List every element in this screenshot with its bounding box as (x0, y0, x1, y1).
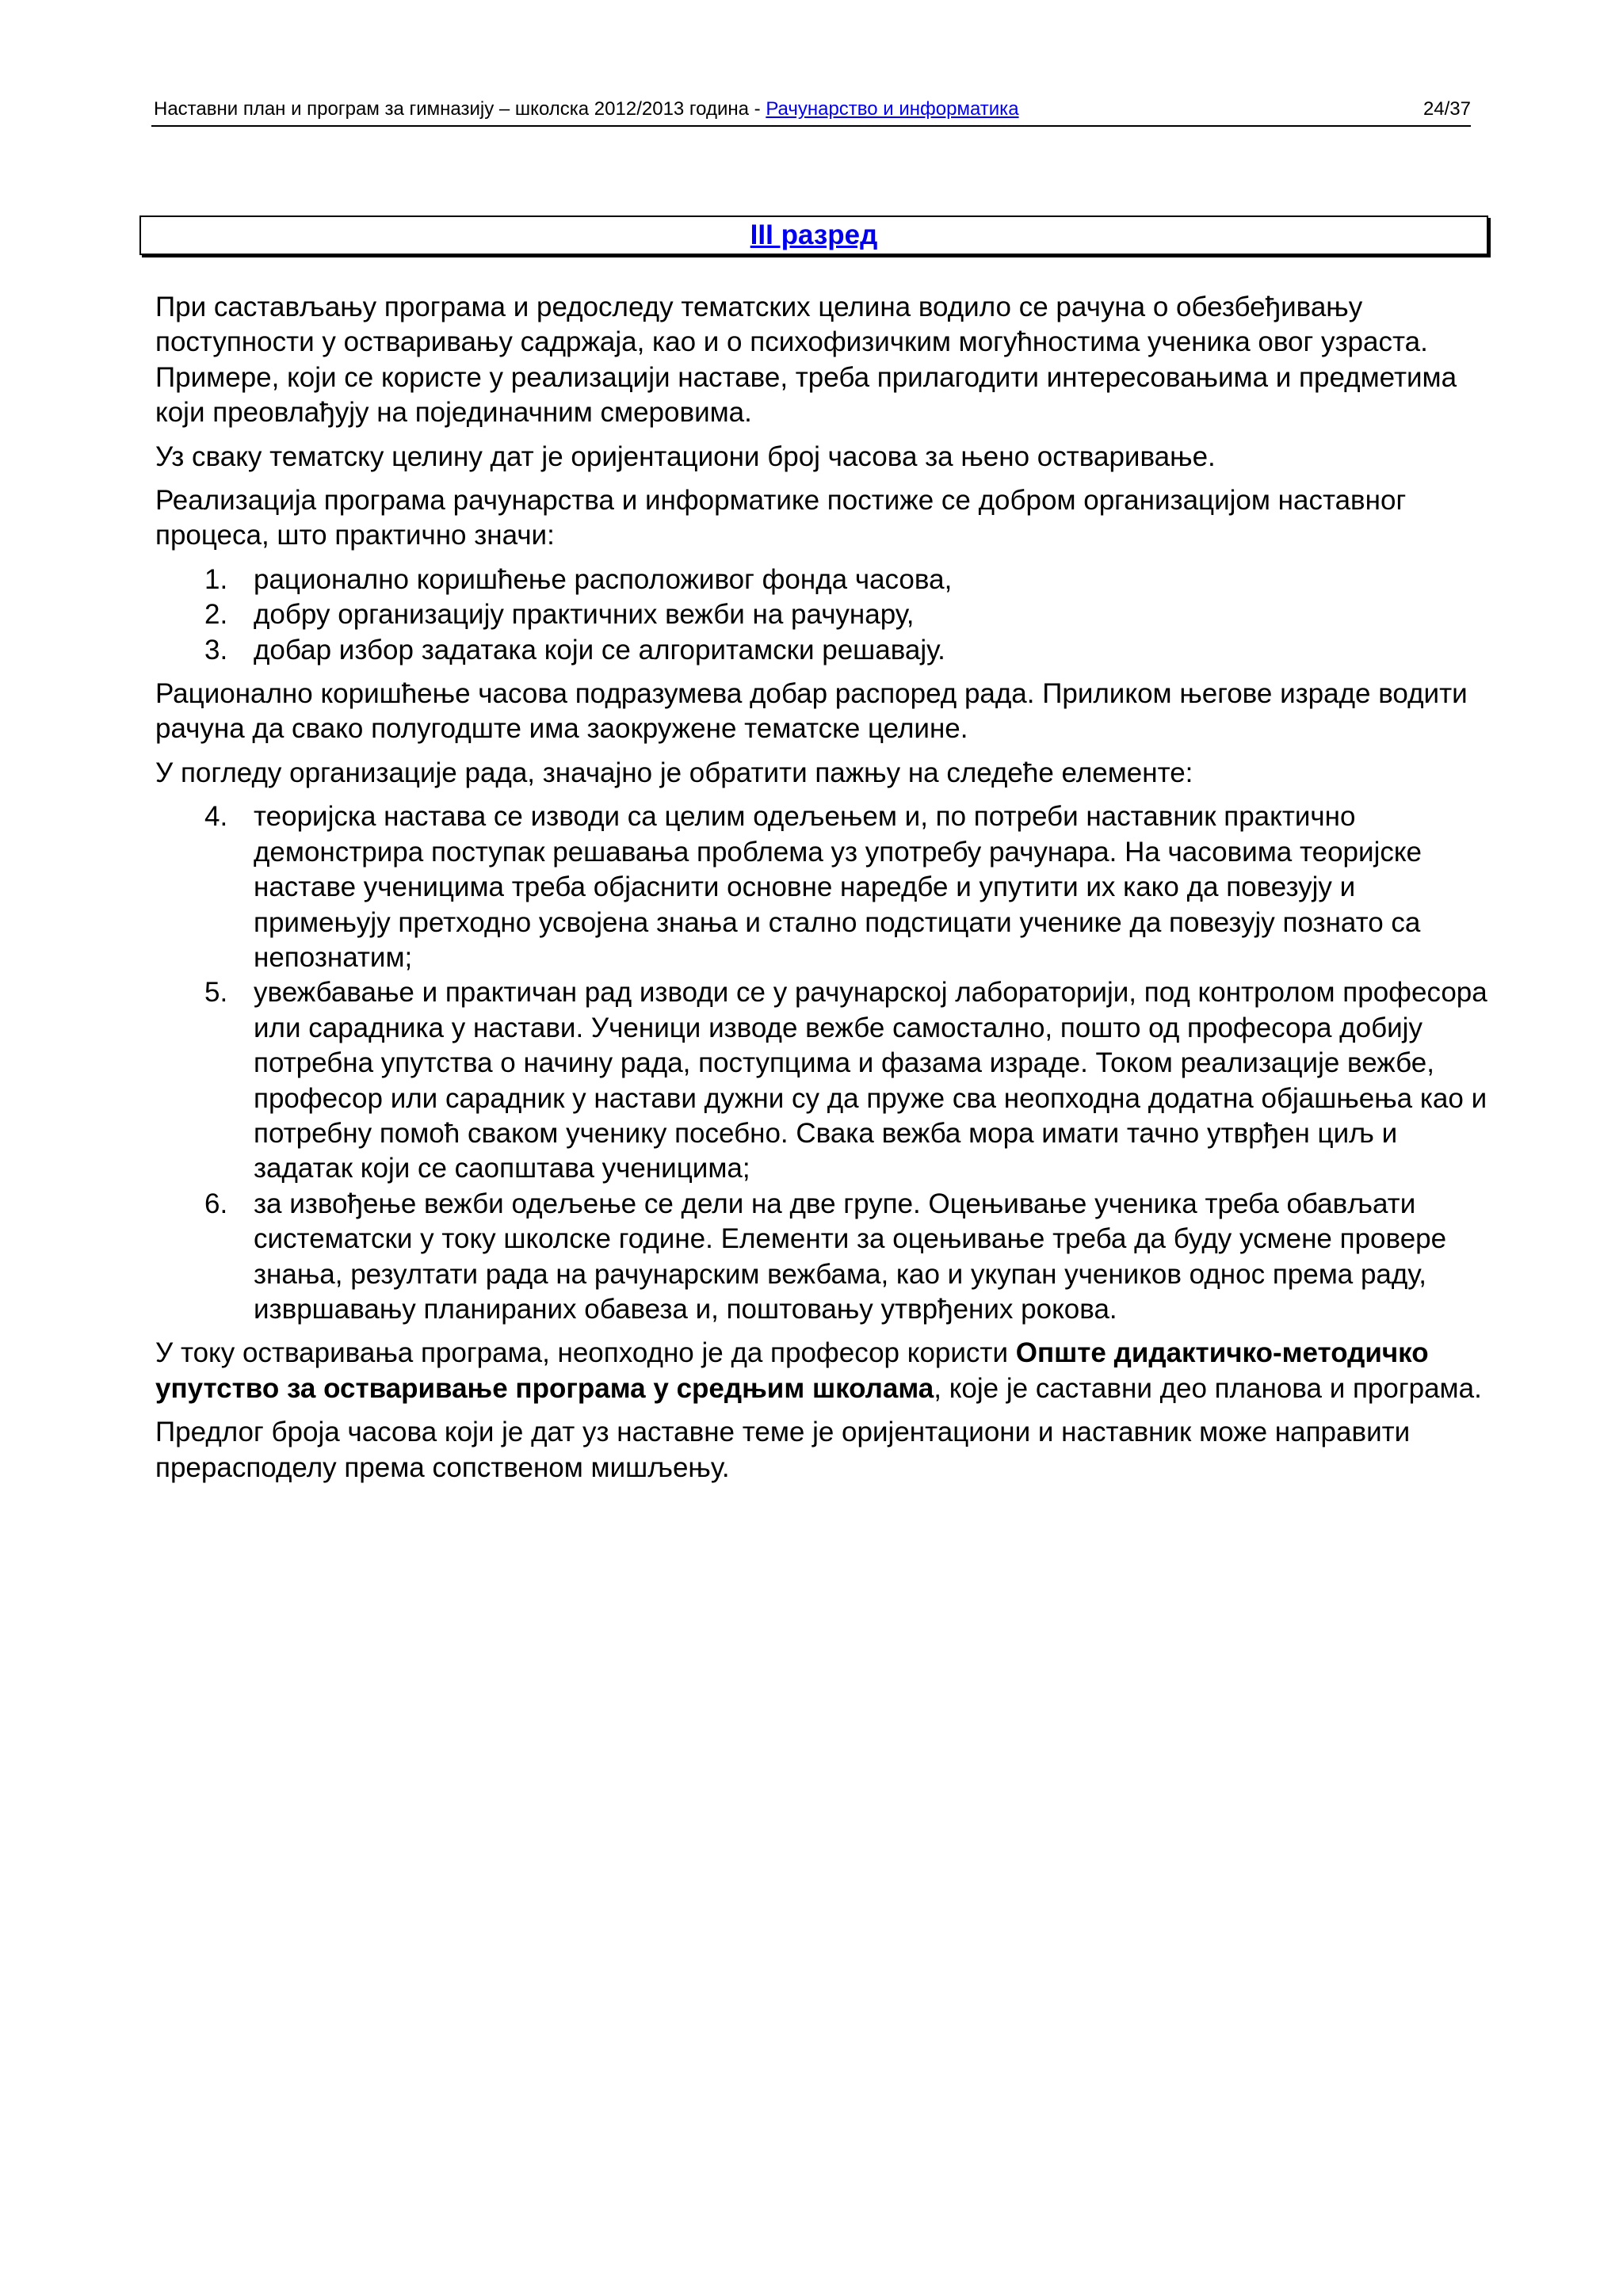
numbered-list-1 (155, 563, 1495, 668)
subject-link[interactable]: Рачунарство и информатика (766, 98, 1019, 120)
list-item-number: 5. (204, 977, 228, 1009)
list-item-number: 2. (204, 599, 228, 631)
paragraph (155, 1336, 1495, 1406)
list-item (155, 597, 1495, 632)
list-item-number: 1. (204, 563, 228, 595)
paragraph: Предлог броја часова који је дат уз наставне теме је оријентациони и наставник може направити прерасподелу према сопственом мишљењу. (155, 1417, 1411, 1483)
document-reference-bold: Опште дидактичко-методичко упутство за остваривање програма у средњим школама (155, 1337, 1429, 1404)
list-item-text: добар избор задатака који се алгоритамски решавају. (254, 634, 945, 666)
paragraph: Уз сваку тематску целину дат је оријентациони број часова за њено остваривање. (155, 441, 1216, 472)
paragraph: Рационално коришћење часова подразумева добар распоред рада. Приликом његове израде водити рачуна да свако полугодште има заокружене тематске целине. (155, 678, 1468, 745)
list-item (155, 1187, 1495, 1328)
page-number: 24/37 (1423, 98, 1471, 120)
list-item-number: 3. (204, 634, 228, 666)
paragraph-text: , које је саставни део планова и програма. (934, 1372, 1482, 1404)
paragraph-text: У току остваривања програма, неопходно је да професор користи (155, 1337, 1016, 1369)
list-item (155, 633, 1495, 668)
section-title-link[interactable]: III разред (750, 219, 878, 250)
numbered-list-2 (155, 799, 1495, 1327)
list-item (155, 975, 1495, 1186)
list-item (155, 799, 1495, 975)
section-heading-box (139, 215, 1488, 255)
list-item (155, 563, 1495, 597)
paragraph: У погледу организације рада, значајно је обратити пажњу на следеће елементе: (155, 757, 1193, 788)
paragraph: Реализација програма рачунарства и информатике постиже се добром организацијом наставног процеса, што практично значи: (155, 485, 1407, 551)
list-item-text: увежбавање и практичан рад изводи се у рачунарској лабораторији, под контролом професора или сарадника у настави. Ученици изводе вежбе самостално, пошто од професора добију потребна упутства о начину рада, поступцима и фазама израде. Током реализације вежбе, професор или сарадник у настави дужни су да пруже сва неопходна додатна објашњења као и потребну помоћ сваком ученику посебно. Свака вежба мора имати тачно утврђен циљ и задатак који се саопштава ученицима; (254, 977, 1487, 1184)
header-title (154, 93, 1019, 125)
list-item-number: 4. (204, 801, 228, 833)
paragraph: При састављању програма и редоследу тематских целина водило се рачуна о обезбеђивању поступности у остваривању садржаја, као и о психофизичким могућностима ученика овог узраста. Примере, који се користе у реализацији наставе, треба прилагодити интересовањима и предметима који преовлађују на појединачним смеровима. (155, 292, 1457, 429)
list-item-text: теоријска настава се изводи са целим одељењем и, по потреби наставник практично демонстрира поступак решавања проблема уз употребу рачунара. На часовима теоријске наставе ученицима треба објаснити основне наредбе и упутити их како да повезују и примењују претходно усвојена знања и стално подстицати ученике да повезују познато са непознатим; (254, 801, 1423, 973)
header-title-text: Наставни план и програм за гимназију – школска 2012/2013 година - (154, 98, 766, 120)
list-item-text: рационално коришћење расположивог фонда часова, (254, 563, 953, 595)
list-item-text: за извођење вежби одељење се дели на две групе. Оцењивање ученика треба обављати систематски у току школске године. Елементи за оцењивање треба да буду усмене провере знања, резултати рада на рачунарским вежбама, као и укупан учеников однос према раду, извршавању планираних обавеза и, поштовању утврђених рокова. (254, 1188, 1447, 1325)
list-item-text: добру организацију практичних вежби на рачунару, (254, 599, 915, 631)
page-header (151, 93, 1471, 127)
list-item-number: 6. (204, 1188, 228, 1219)
document-body (155, 290, 1495, 1494)
